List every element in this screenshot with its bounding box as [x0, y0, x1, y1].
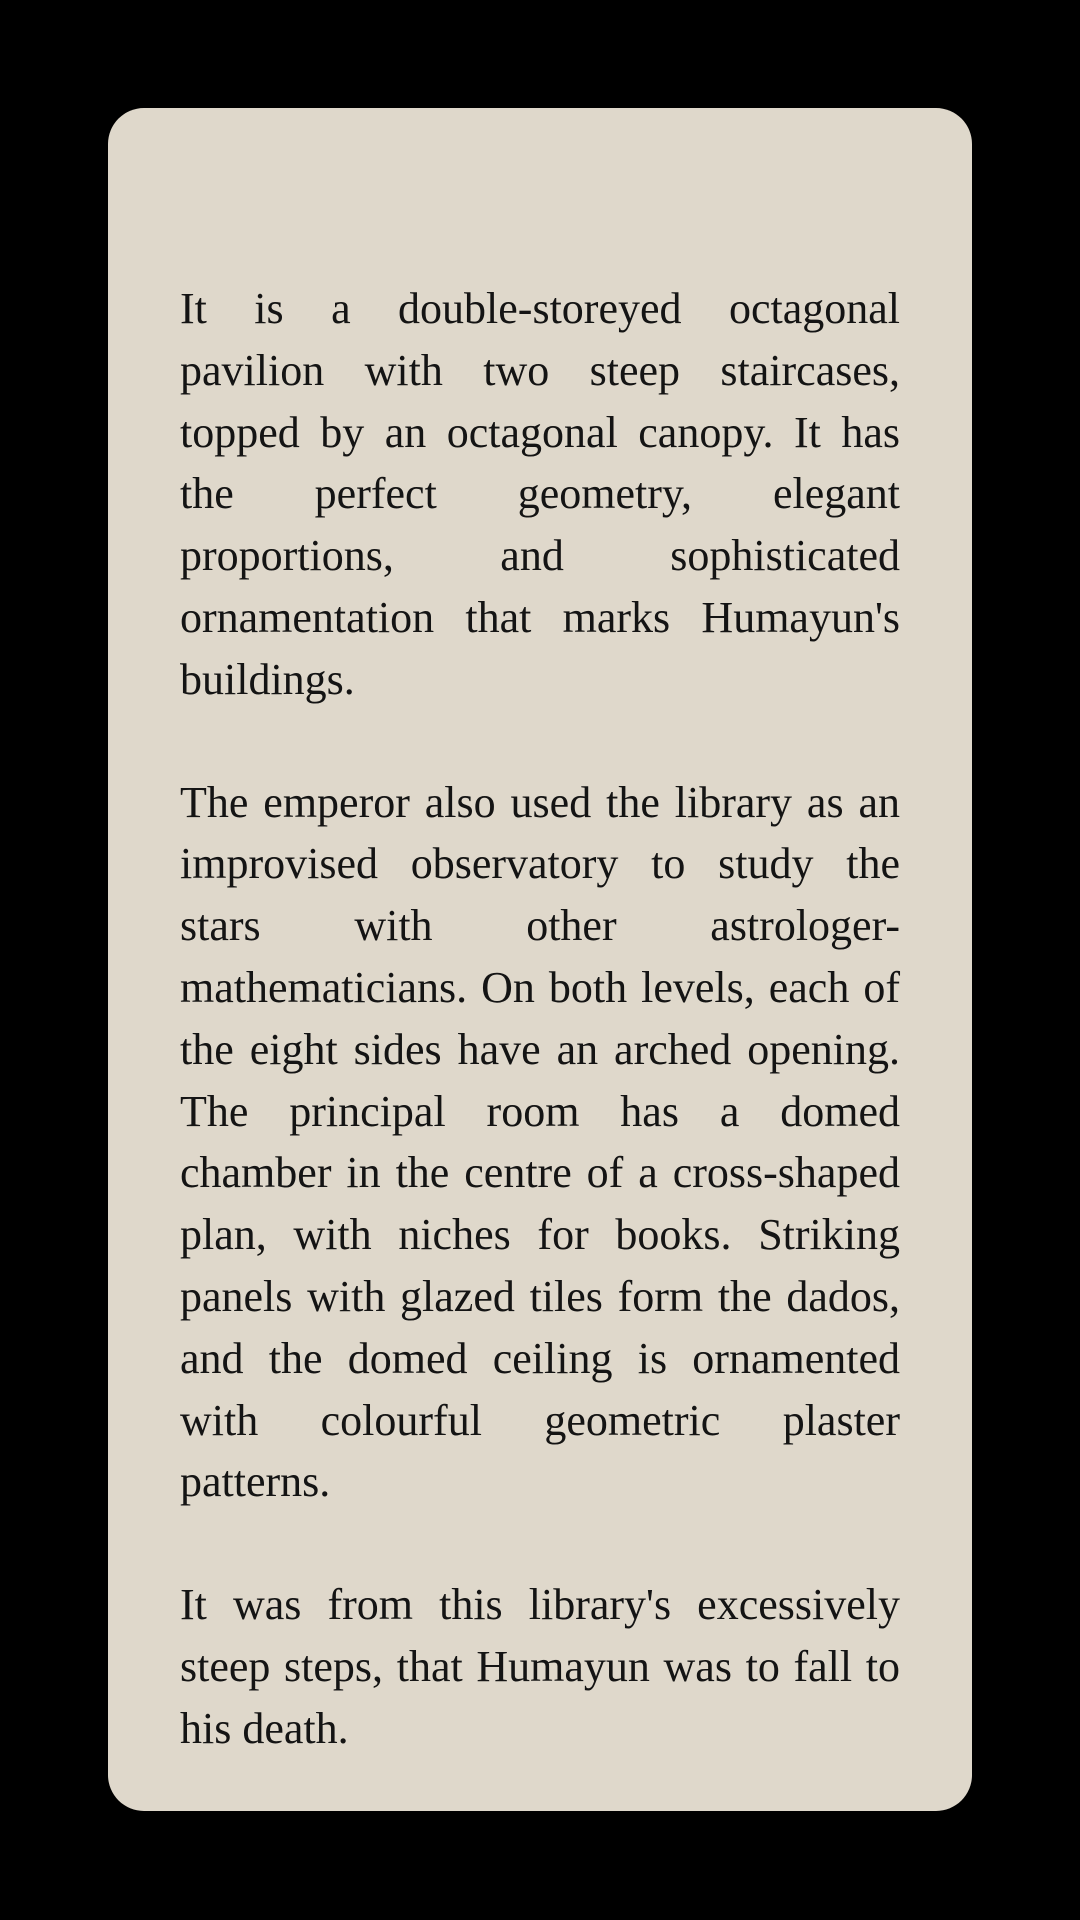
paragraph-1: It is a double-storeyed octagonal pavilion with two steep staircases, topped by an octagonal canopy. It has the perfect geometry, elegant proportions, and sophisticated ornamentation that marks Humayun's buildings. [180, 284, 900, 704]
text-card [108, 108, 972, 1811]
paragraph-3: It was from this library's excessively steep steps, that Humayun was to fall to his death. [180, 1580, 900, 1753]
paragraph-2: The emperor also used the library as an improvised observatory to study the stars with other astrologer-mathematicians. On both levels, each of the eight sides have an arched opening. The principal room has a domed chamber in the centre of a cross-shaped plan, with niches for books. Striking panels with glazed tiles form the dados, and the domed ceiling is ornamented with colourful geometric plaster patterns. [180, 777, 900, 1507]
